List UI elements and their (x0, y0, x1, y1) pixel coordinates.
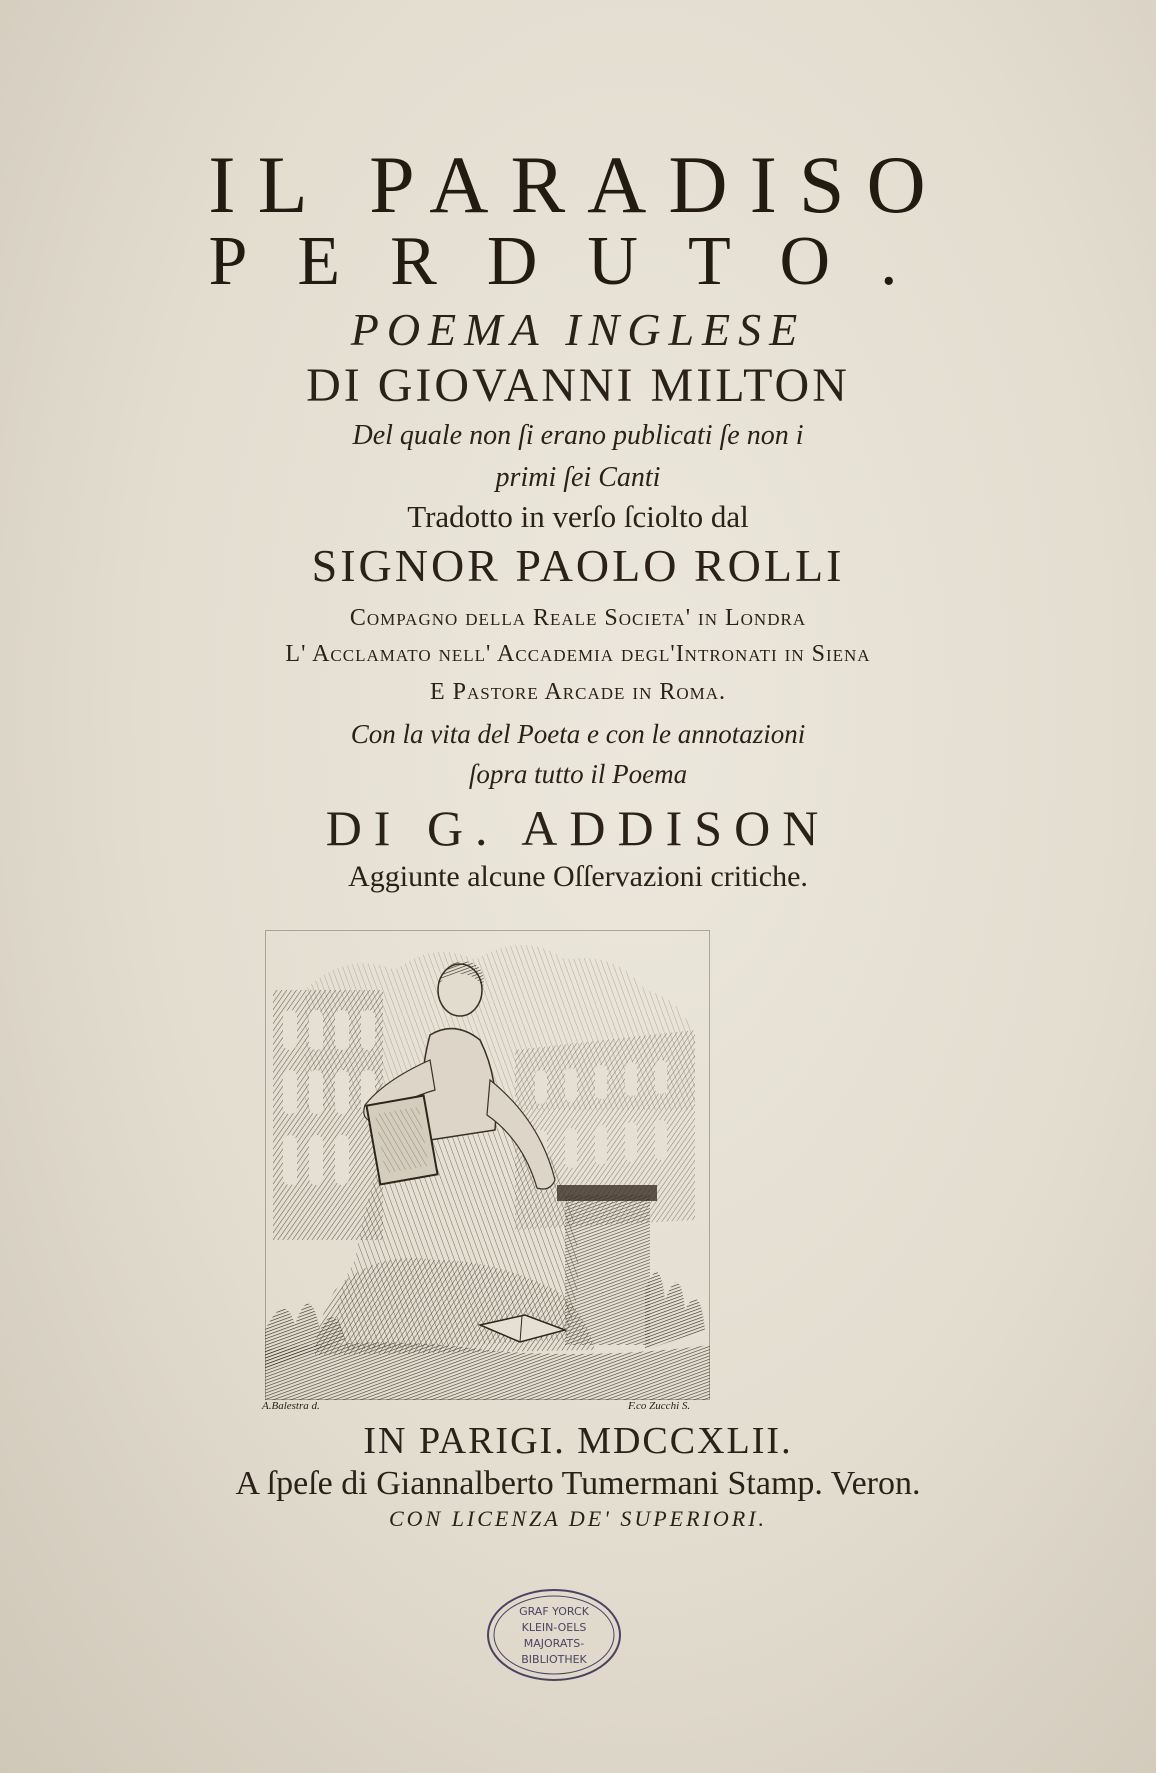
credential-3: E Pastore Arcade in Roma. (429, 679, 727, 705)
svg-text:KLEIN-OELS: KLEIN-OELS (521, 1621, 587, 1634)
addition-line: Aggiunte alcune Oſſervazioni critiche. (348, 860, 808, 893)
imprint-printer: A ſpeſe di Giannalberto Tumermani Stamp. Veron. (235, 1465, 921, 1502)
credential-1: Compagno della Reale Societa' in Londra (349, 605, 807, 631)
contents-line-1: Con la vita del Poeta e con le annotazioni (350, 719, 806, 749)
note-line-2: primi ſei Canti (495, 462, 661, 493)
title-line-2: PERDUTO. (208, 223, 948, 300)
title-line-1: IL PARADISO (208, 139, 948, 230)
license-line: CON LICENZA DE' SUPERIORI. (388, 1506, 768, 1531)
svg-text:MAJORATS-: MAJORATS- (523, 1637, 585, 1650)
imprint-place: IN PARIGI. MDCCXLII. (363, 1420, 793, 1462)
svg-text:GRAF YORCK: GRAF YORCK (519, 1605, 589, 1618)
contents-line-2: ſopra tutto il Poema (468, 759, 688, 789)
svg-text:BIBLIOTHEK: BIBLIOTHEK (521, 1653, 587, 1666)
subtitle: POEMA INGLESE (350, 304, 806, 355)
engraving-illustration (265, 930, 710, 1400)
author: DI GIOVANNI MILTON (306, 359, 850, 412)
translation-line: Tradotto in verſo ſciolto dal (407, 499, 749, 534)
note-line-1: Del quale non ſi erano publicati ſe non i (352, 420, 804, 451)
translator-name: SIGNOR PAOLO ROLLI (311, 540, 845, 591)
engraver-credit-left: A.Balestra d. (262, 1400, 320, 1412)
engraver-credit-right: F.co Zucchi S. (628, 1400, 691, 1412)
credential-2: L' Acclamato nell' Accademia degl'Intronati in Siena (285, 641, 871, 667)
library-stamp (484, 1585, 624, 1685)
commentator: DI G. ADDISON (325, 800, 831, 856)
